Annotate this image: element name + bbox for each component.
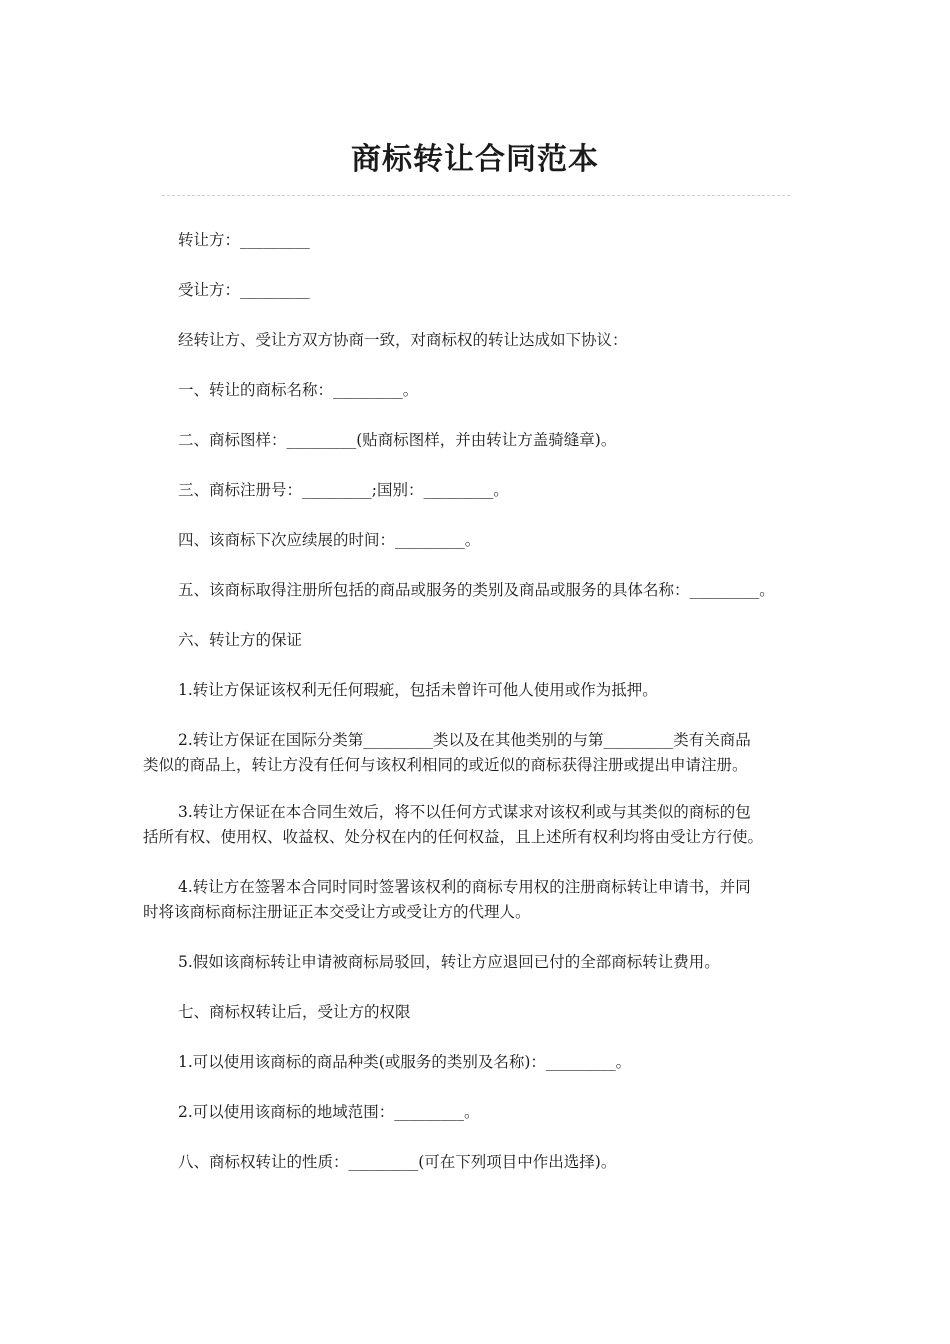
paragraph-line: 受让方：_________ [178, 281, 310, 299]
paragraph-line: 4.转让方在签署本合同时同时签署该权利的商标专用权的注册商标转让申请书，并同 [178, 878, 751, 896]
paragraph-warranty-4 [143, 875, 823, 925]
paragraph-section-6 [143, 628, 823, 653]
paragraph-clause-1 [143, 378, 823, 403]
paragraph-section-8 [143, 1150, 823, 1175]
paragraph-line: 括所有权、使用权、收益权、处分权在内的任何权益，且上述所有权利均将由受让方行使。 [143, 828, 764, 846]
paragraph-line: 2.可以使用该商标的地域范围：_________。 [178, 1103, 480, 1121]
paragraph-line: 八、商标权转让的性质：_________(可在下列项目中作出选择)。 [178, 1153, 617, 1171]
paragraph-line: 经转让方、受让方双方协商一致，对商标权的转让达成如下协议： [178, 331, 628, 349]
paragraph-line: 六、转让方的保证 [178, 631, 303, 649]
paragraph-right-1 [143, 1050, 823, 1075]
paragraph-line: 三、商标注册号：_________;国别：_________。 [178, 481, 509, 499]
paragraph-clause-5 [143, 578, 823, 603]
paragraph-clause-4 [143, 528, 823, 553]
paragraph-line: 3.转让方保证在本合同生效后，将不以任何方式谋求对该权利或与其类似的商标的包 [178, 803, 751, 821]
paragraph-line: 1.转让方保证该权利无任何瑕疵，包括未曾许可他人使用或作为抵押。 [178, 681, 658, 699]
paragraph-preamble [143, 328, 823, 353]
paragraph-warranty-3 [143, 800, 823, 850]
document-title: 商标转让合同范本 [351, 142, 599, 177]
paragraph-section-7 [143, 1000, 823, 1025]
paragraph-line: 2.转让方保证在国际分类第_________类以及在其他类别的与第_________类有关商品 [178, 731, 751, 749]
paragraph-line: 转让方：_________ [178, 231, 310, 249]
paragraph-line: 一、转让的商标名称：_________。 [178, 381, 419, 399]
paragraph-transferee [143, 278, 823, 303]
paragraph-line: 二、商标图样：_________(贴商标图样，并由转让方盖骑缝章)。 [178, 431, 617, 449]
title-divider [162, 195, 790, 196]
paragraph-clause-2 [143, 428, 823, 453]
paragraph-line: 五、该商标取得注册所包括的商品或服务的类别及商品或服务的具体名称：_________。 [178, 581, 775, 599]
paragraph-line: 时将该商标商标注册证正本交受让方或受让方的代理人。 [143, 903, 531, 921]
paragraph-clause-3 [143, 478, 823, 503]
paragraph-warranty-2 [143, 728, 823, 778]
paragraph-warranty-5 [143, 950, 823, 975]
paragraph-line: 类似的商品上，转让方没有任何与该权利相同的或近似的商标获得注册或提出申请注册。 [143, 756, 748, 774]
paragraph-warranty-1 [143, 678, 823, 703]
paragraph-right-2 [143, 1100, 823, 1125]
paragraph-line: 1.可以使用该商标的商品种类(或服务的类别及名称)：_________。 [178, 1053, 632, 1071]
paragraph-line: 5.假如该商标转让申请被商标局驳回，转让方应退回已付的全部商标转让费用。 [178, 953, 720, 971]
paragraph-transferor [143, 228, 823, 253]
paragraph-line: 四、该商标下次应续展的时间：_________。 [178, 531, 481, 549]
paragraph-line: 七、商标权转让后，受让方的权限 [178, 1003, 411, 1021]
